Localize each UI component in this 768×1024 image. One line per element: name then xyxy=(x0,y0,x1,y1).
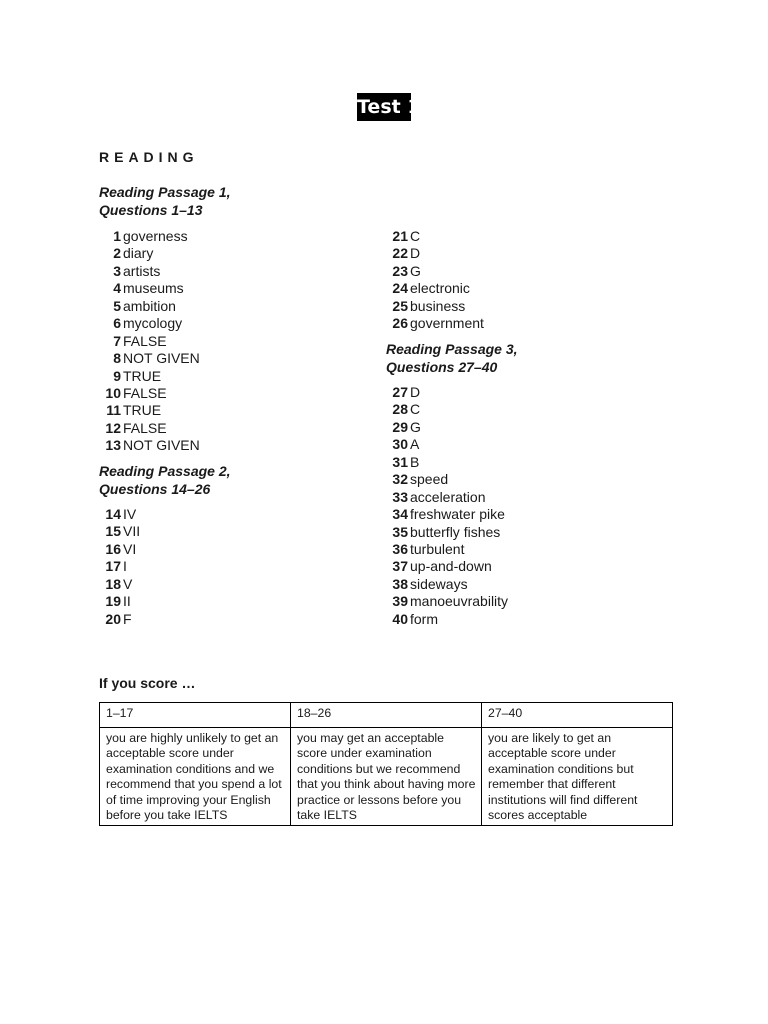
answer-item xyxy=(99,385,200,402)
answer-text: up-and-down xyxy=(410,558,492,575)
answer-number: 15 xyxy=(105,523,121,540)
answer-text: G xyxy=(410,418,421,435)
passage-2-answer-list xyxy=(99,506,140,628)
answer-text: diary xyxy=(123,245,154,262)
answer-number: 18 xyxy=(105,575,121,592)
answer-number: 6 xyxy=(113,315,121,332)
answer-number: 38 xyxy=(392,575,408,592)
answer-text: C xyxy=(410,228,421,244)
score-table xyxy=(99,702,673,826)
score-range-row xyxy=(100,703,673,728)
answer-item xyxy=(386,611,508,628)
answer-number: 3 xyxy=(113,262,121,279)
answer-text: speed xyxy=(410,471,449,488)
answer-item xyxy=(99,506,140,523)
answer-text: F xyxy=(123,610,132,627)
answer-item xyxy=(99,263,200,280)
answer-number: 16 xyxy=(105,540,121,557)
answer-item xyxy=(386,228,484,245)
passage-3-heading: Reading Passage 3, Questions 27–40 xyxy=(386,341,518,375)
answer-item xyxy=(386,471,508,488)
answer-item xyxy=(386,419,508,436)
answer-number: 14 xyxy=(105,506,121,522)
answer-text: artists xyxy=(123,262,161,279)
answer-number: 33 xyxy=(392,488,408,505)
answer-text: butterfly fishes xyxy=(410,523,501,540)
answer-number: 29 xyxy=(392,418,408,435)
answer-item xyxy=(99,298,200,315)
answer-number: 23 xyxy=(392,262,408,279)
answer-item xyxy=(386,558,508,575)
answer-number: 2 xyxy=(113,245,121,262)
answer-text: NOT GIVEN xyxy=(123,350,200,367)
answer-item xyxy=(99,350,200,367)
answer-number: 39 xyxy=(392,593,408,610)
answer-number: 12 xyxy=(105,419,121,436)
answer-number: 27 xyxy=(392,384,408,400)
answer-text: museums xyxy=(123,280,184,297)
answer-number: 10 xyxy=(105,384,121,401)
answer-text: manoeuvrability xyxy=(410,593,509,610)
score-range-cell: 27–40 xyxy=(482,703,673,728)
answer-text: G xyxy=(410,262,421,279)
answer-item xyxy=(99,420,200,437)
passage-3-answer-list xyxy=(386,384,508,628)
answer-text: form xyxy=(410,610,438,627)
answer-number: 35 xyxy=(392,523,408,540)
score-range-cell: 18–26 xyxy=(291,703,482,728)
answer-item xyxy=(386,280,484,297)
answer-number: 36 xyxy=(392,540,408,557)
answer-item xyxy=(99,280,200,297)
answer-number: 31 xyxy=(392,453,408,470)
answer-number: 32 xyxy=(392,471,408,488)
answer-number: 28 xyxy=(392,401,408,418)
answer-text: freshwater pike xyxy=(410,506,505,523)
answer-item xyxy=(386,436,508,453)
answer-text: VI xyxy=(123,540,137,557)
answer-text: acceleration xyxy=(410,488,486,505)
answer-item xyxy=(386,315,484,332)
score-description-cell: you are highly unlikely to get an acceptable score under examination conditions and we recommend that you spend a lot of time improving your English before you take IELTS xyxy=(100,728,291,826)
answer-number: 17 xyxy=(105,558,121,575)
answer-text: IV xyxy=(123,506,137,522)
answer-number: 37 xyxy=(392,558,408,575)
answer-text: electronic xyxy=(410,280,470,297)
score-description-row xyxy=(100,728,673,826)
answer-item xyxy=(386,524,508,541)
answer-item xyxy=(99,368,200,385)
answer-number: 9 xyxy=(113,367,121,384)
section-heading: READING xyxy=(99,149,199,165)
answer-item xyxy=(99,315,200,332)
answer-item xyxy=(99,402,200,419)
answer-number: 22 xyxy=(392,245,408,262)
answer-number: 25 xyxy=(392,297,408,314)
answer-item xyxy=(99,576,140,593)
answer-number: 4 xyxy=(113,280,121,297)
passage-2-continued-answer-list xyxy=(386,228,484,333)
answer-item xyxy=(99,523,140,540)
answer-number: 30 xyxy=(392,436,408,453)
answer-text: D xyxy=(410,384,421,400)
answer-item xyxy=(99,541,140,558)
answer-text: TRUE xyxy=(123,402,162,419)
answer-item xyxy=(386,576,508,593)
score-description-cell: you may get an acceptable score under examination conditions but we recommend that you think about having more practice or lessons before you take IELTS xyxy=(291,728,482,826)
answer-number: 5 xyxy=(113,297,121,314)
answer-text: V xyxy=(123,575,133,592)
answer-text: mycology xyxy=(123,315,183,332)
answer-number: 26 xyxy=(392,315,408,332)
answer-text: B xyxy=(410,453,420,470)
answer-text: turbulent xyxy=(410,540,465,557)
answer-text: sideways xyxy=(410,575,468,592)
answer-text: I xyxy=(123,558,127,575)
answer-item xyxy=(386,489,508,506)
answer-item xyxy=(386,401,508,418)
answer-text: government xyxy=(410,315,484,332)
answer-number: 20 xyxy=(105,610,121,627)
answer-number: 13 xyxy=(105,437,121,454)
answer-number: 8 xyxy=(113,350,121,367)
answer-number: 7 xyxy=(113,332,121,349)
score-heading: If you score … xyxy=(99,675,196,691)
answer-text: FALSE xyxy=(123,419,167,436)
answer-item xyxy=(99,245,200,262)
answer-number: 1 xyxy=(113,228,121,244)
answer-item xyxy=(386,454,508,471)
page-title: Test 1 xyxy=(357,93,411,121)
answer-item xyxy=(386,245,484,262)
answer-item xyxy=(386,506,508,523)
answer-text: VII xyxy=(123,523,141,540)
passage-1-answer-list xyxy=(99,228,200,455)
answer-item xyxy=(99,333,200,350)
answer-text: TRUE xyxy=(123,367,162,384)
answer-item xyxy=(99,611,140,628)
answer-item xyxy=(386,298,484,315)
answer-number: 40 xyxy=(392,610,408,627)
answer-item xyxy=(99,558,140,575)
answer-item xyxy=(386,593,508,610)
score-description-cell: you are likely to get an acceptable score under examination conditions but remember that different institutions will find different scores acceptable xyxy=(482,728,673,826)
answer-text: FALSE xyxy=(123,384,167,401)
answer-text: D xyxy=(410,245,421,262)
passage-2-heading: Reading Passage 2, Questions 14–26 xyxy=(99,463,231,497)
answer-item xyxy=(386,384,508,401)
answer-text: A xyxy=(410,436,420,453)
answer-text: business xyxy=(410,297,466,314)
answer-item xyxy=(386,541,508,558)
answer-item xyxy=(99,228,200,245)
answer-number: 24 xyxy=(392,280,408,297)
answer-item xyxy=(386,263,484,280)
answer-text: FALSE xyxy=(123,332,167,349)
answer-text: ambition xyxy=(123,297,176,314)
score-range-cell: 1–17 xyxy=(100,703,291,728)
answer-text: governess xyxy=(123,228,188,244)
passage-1-heading: Reading Passage 1, Questions 1–13 xyxy=(99,184,231,218)
answer-item xyxy=(99,593,140,610)
answer-number: 11 xyxy=(106,402,121,419)
answer-number: 19 xyxy=(105,593,121,610)
answer-number: 34 xyxy=(392,506,408,523)
answer-text: C xyxy=(410,401,421,418)
answer-text: II xyxy=(123,593,131,610)
answer-number: 21 xyxy=(392,228,408,244)
answer-item xyxy=(99,437,200,454)
answer-text: NOT GIVEN xyxy=(123,437,200,454)
